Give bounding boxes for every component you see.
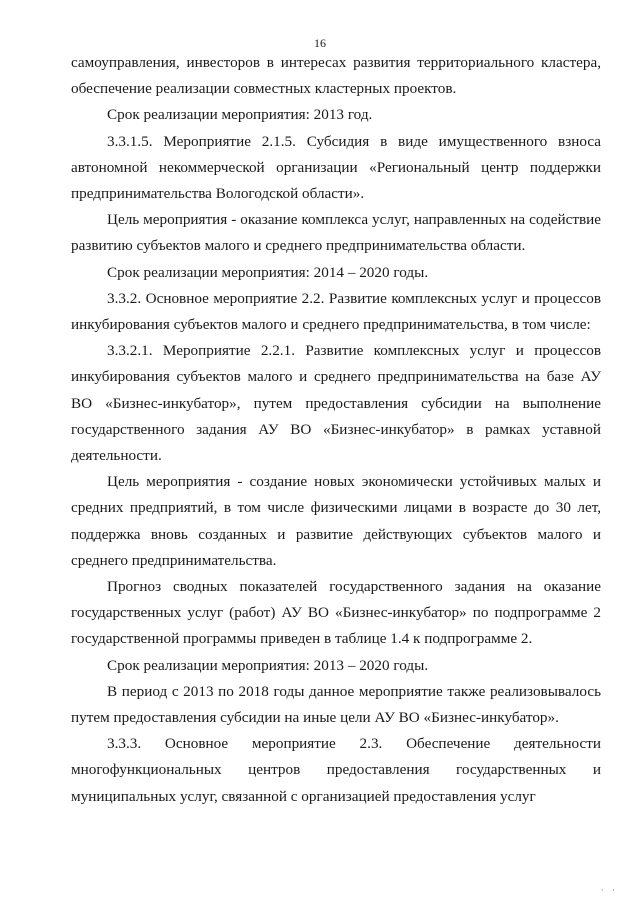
paragraph: 3.3.1.5. Мероприятие 2.1.5. Субсидия в виде имущественного взноса автономной некоммерческой организации «Региональный центр поддержки предпринимательства Вологодской области». xyxy=(71,132,601,203)
paragraph: 3.3.3. Основное мероприятие 2.3. Обеспечение деятельности многофункциональных центров предоставления государственных и муниципальных услуг, связанной с организацией предоставления услуг xyxy=(71,735,601,805)
paragraph: Цель мероприятия - создание новых экономически устойчивых малых и средних предприятий, в том числе физическими лицами в возрасте до 30 лет, поддержка вновь созданных и развитие действующих субъектов малого и среднего предпринимательства. xyxy=(71,473,601,569)
paragraph: Прогноз сводных показателей государственного задания на оказание государственных услуг (работ) АУ ВО «Бизнес-инкубатор» по подпрограмме 2 государственной программы приведен в таблице 1.4 к подпрограмме 2. xyxy=(71,578,601,648)
document-body xyxy=(71,50,601,810)
paragraph: 3.3.2.1. Мероприятие 2.2.1. Развитие комплексных услуг и процессов инкубирования субъектов малого и среднего предпринимательства на базе АУ ВО «Бизнес-инкубатор», путем предоставления субсидии на выполнение государственного задания АУ ВО «Бизнес-инкубатор» в рамках уставной деятельности. xyxy=(71,342,601,465)
paragraph: Срок реализации мероприятия: 2013 год. xyxy=(107,106,373,124)
paragraph: самоуправления, инвесторов в интересах развития территориального кластера, обеспечение реализации совместных кластерных проектов. xyxy=(71,54,601,98)
paragraph: 3.3.2. Основное мероприятие 2.2. Развитие комплексных услуг и процессов инкубирования субъектов малого и среднего предпринимательства, в том числе: xyxy=(71,289,601,334)
paragraph: Срок реализации мероприятия: 2013 – 2020 годы. xyxy=(107,656,429,674)
paragraph: Срок реализации мероприятия: 2014 – 2020 годы. xyxy=(107,263,429,281)
paragraph: Цель мероприятия - оказание комплекса услуг, направленных на содействие развитию субъектов малого и среднего предпринимательства области. xyxy=(71,211,601,255)
page-number: 16 xyxy=(314,36,326,50)
scan-mark: · · xyxy=(600,885,618,895)
paragraph: В период с 2013 по 2018 годы данное мероприятие также реализовывалось путем предоставления субсидии на иные цели АУ ВО «Бизнес-инкубатор». xyxy=(71,682,601,727)
